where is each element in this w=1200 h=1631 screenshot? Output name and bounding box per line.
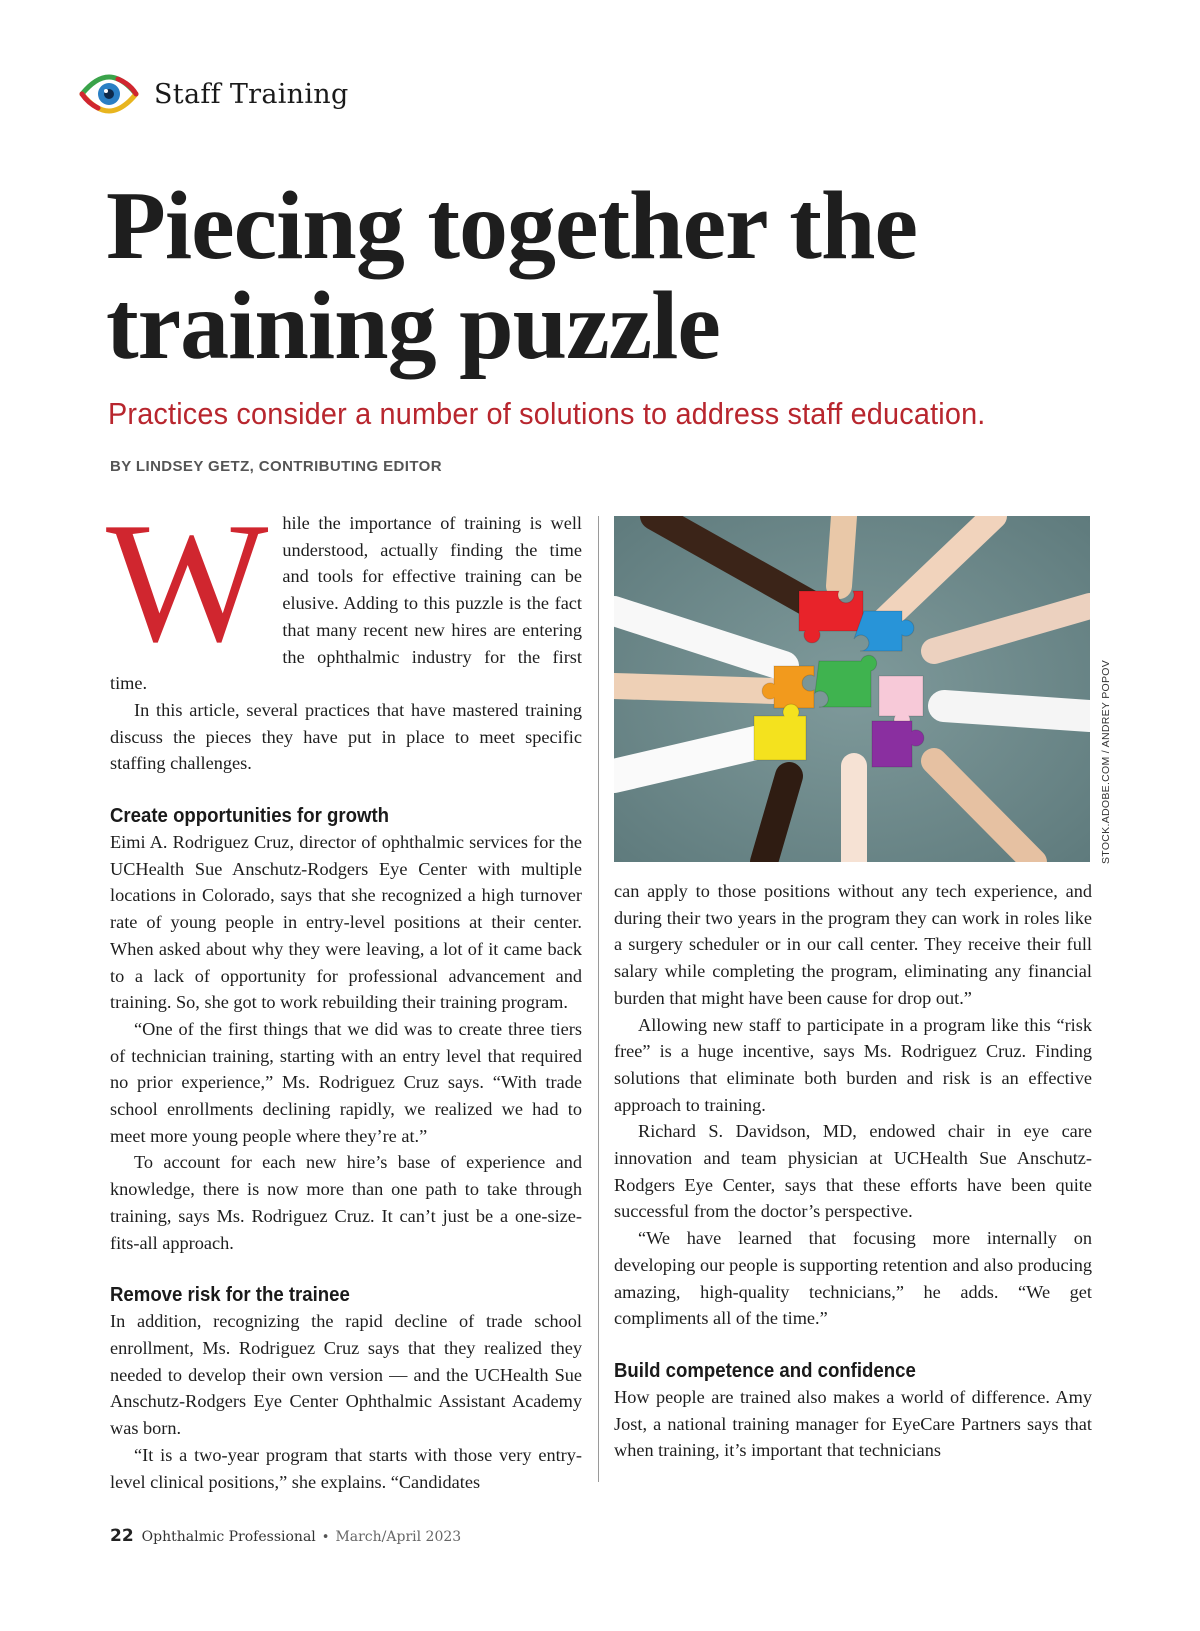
drop-cap: W xyxy=(106,488,269,678)
title-line-2: training puzzle xyxy=(106,272,720,380)
intro-paragraph-2: In this article, several practices that have mastered training discuss the pieces they have put in place to meet specific staffing challenges. xyxy=(110,699,582,774)
column-left xyxy=(106,488,582,1495)
intro-paragraph-1 xyxy=(106,488,582,697)
risk-paragraph-2-start: “It is a two-year program that starts with those very entry-level clinical positions,” she explains. “Candidates xyxy=(110,1444,582,1492)
subhead-risk: Remove risk for the trainee xyxy=(110,1284,350,1307)
intro-paragraph-1-text: hile the importance of training is well understood, actually finding the time and tools for effective training can be elusive. Adding to this puzzle is the fact that many recent new hires are entering the ophthalmic industry for the first time. xyxy=(110,513,582,694)
puzzle-hands-photo xyxy=(614,516,1090,862)
risk-paragraph-4: Richard S. Davidson, MD, endowed chair in eye care innovation and team physician at UCHealth Sue Anschutz-Rodgers Eye Center, says that these efforts have been quite successful from the doctor’s perspective. xyxy=(614,1121,1092,1222)
risk-paragraph-1: In addition, recognizing the rapid decline of trade school enrollment, Ms. Rodriguez Cruz says that they realized they needed to develop their own version — and the UCHealth Sue Anschutz-Rodgers Eye Center Ophthalmic Assistant Academy was born. xyxy=(110,1311,582,1439)
photo-credit xyxy=(1100,659,1112,864)
growth-paragraph-2: “One of the first things that we did was to create three tiers of technician training, starting with an entry level that required no prior experience,” Ms. Rodriguez Cruz says. “With trade school enrollments declining rapidly, we realized we had to meet more young people where they’re at.” xyxy=(110,1018,582,1146)
title-line-1: Piecing together the xyxy=(106,172,917,280)
article-dek: Practices consider a number of solutions to address staff education. xyxy=(108,396,986,431)
risk-paragraph-3: Allowing new staff to participate in a program like this “risk free” is a huge incentive, says Ms. Rodriguez Cruz. Finding solutions that eliminate both burden and risk is an effective approach to training. xyxy=(614,1014,1092,1115)
growth-paragraph-3: To account for each new hire’s base of experience and knowledge, there is now more than one path to take through training, says Ms. Rodriguez Cruz. It can’t just be a one-size-fits-all approach. xyxy=(110,1152,582,1253)
issue-date: March/April 2023 xyxy=(335,1529,462,1545)
risk-paragraph-5: “We have learned that focusing more internally on developing our people is supporting retention and also producing amazing, high-quality technicians,” he adds. “We get compliments all of the time.” xyxy=(614,1228,1092,1329)
subhead-growth: Create opportunities for growth xyxy=(110,805,389,828)
competence-paragraph-1: How people are trained also makes a world of difference. Amy Jost, a national training manager for EyeCare Partners says that when training, it’s important that technicians xyxy=(614,1386,1092,1461)
subhead-competence: Build competence and confidence xyxy=(614,1359,916,1382)
magazine-name: Ophthalmic Professional xyxy=(141,1529,316,1545)
section-header xyxy=(78,68,349,120)
section-label: Staff Training xyxy=(154,78,349,110)
column-divider xyxy=(598,516,599,1482)
page-footer xyxy=(110,1526,461,1546)
article-title xyxy=(106,172,1106,380)
photo-credit-text: STOCK.ADOBE.COM / ANDREY POPOV xyxy=(1100,659,1112,864)
eye-icon xyxy=(78,71,140,117)
byline: BY LINDSEY GETZ, CONTRIBUTING EDITOR xyxy=(110,458,442,475)
risk-paragraph-2-cont: can apply to those positions without any tech experience, and during their two years in the program they can work in roles like a surgery scheduler or in our call center. They receive their full salary while completing the program, eliminating any financial burden that might have been cause for drop out.” xyxy=(614,881,1092,1008)
footer-separator: • xyxy=(321,1530,330,1545)
column-right xyxy=(614,878,1092,1464)
page-number: 22 xyxy=(110,1526,134,1546)
growth-paragraph-1: Eimi A. Rodriguez Cruz, director of ophthalmic services for the UCHealth Sue Anschutz-Rodgers Eye Center with multiple locations in Colorado, says that she recognized a high turnover rate of young people in entry-level positions at their center. When asked about why they were leaving, a lot of it came back to a lack of opportunity for professional advancement and training. So, she got to work rebuilding their training program. xyxy=(110,832,582,1013)
